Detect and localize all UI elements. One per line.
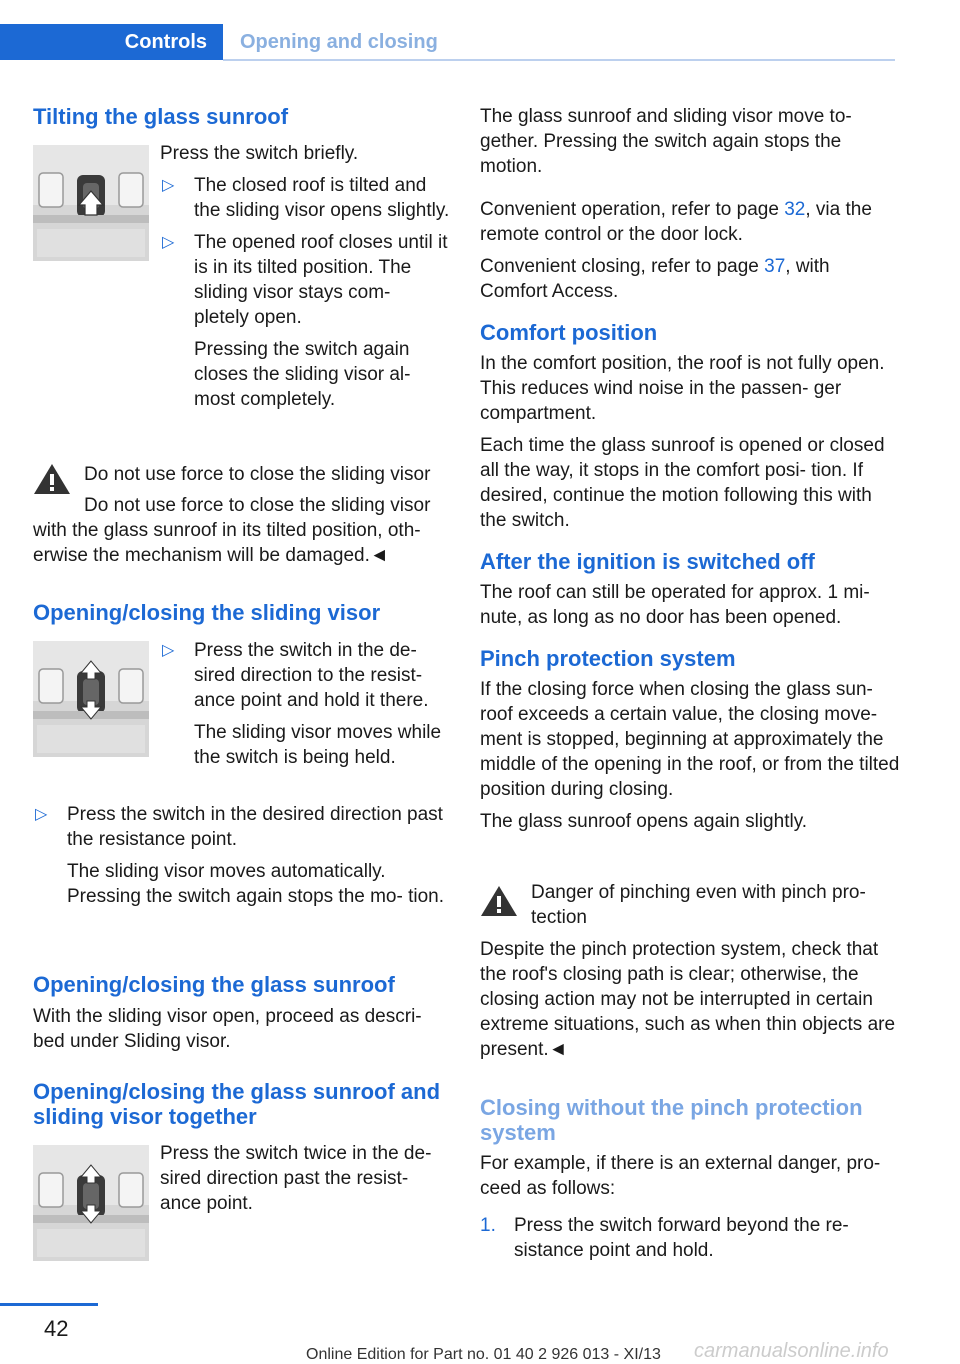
heading-sliding-visor: Opening/closing the sliding visor	[33, 600, 381, 625]
page-number: 42	[44, 1316, 69, 1341]
conv-closing: Convenient closing, refer to page 37, with Comfort Access.	[480, 256, 830, 302]
switch-together-image	[33, 1145, 149, 1261]
warning-body-left: Do not use force to close the sliding visor with the glass sunroof in its tilted position, oth- erwise the mechanism will be damaged.◄	[33, 495, 431, 566]
edition-note: Online Edition for Part no. 01 40 2 926 013 - XI/13	[306, 1346, 661, 1363]
section-label: Controls	[124, 31, 207, 53]
ignition-p: The roof can still be operated for approx. 1 mi- nute, as long as no door has been opened.	[480, 582, 870, 628]
visor-bullet-2-note: The sliding visor moves automatically. Pressing the switch again stops the mo- tion.	[67, 861, 445, 907]
glass-section	[33, 972, 453, 1054]
header-rule	[223, 59, 895, 61]
comfort-p2: Each time the glass sunroof is opened or closed all the way, it stops in the comfort posi- tion. If desired, continue the motion following this with the switch.	[480, 435, 885, 531]
footer-rule	[0, 1303, 98, 1306]
right-column	[480, 104, 900, 834]
pinch-p2: The glass sunroof opens again slightly.	[480, 811, 808, 832]
tilt-text	[160, 141, 450, 412]
step-1: 1. Press the switch forward beyond the re- sistance point and hold.	[480, 1215, 849, 1261]
tilt-bullet-2-note: Pressing the switch again closes the sliding visor al- most completely.	[194, 339, 411, 410]
heading-no-pinch: Closing without the pinch protection system	[480, 1095, 863, 1145]
bullet-triangle-icon: ▷	[162, 234, 175, 251]
page-link-37[interactable]: 37	[764, 256, 786, 277]
heading-sliding-visor-wrap	[33, 600, 453, 625]
page-header	[0, 24, 895, 62]
together-body: Press the switch twice in the de- sired direction past the resist- ance point.	[160, 1143, 432, 1214]
glass-body: With the sliding visor open, proceed as descri- bed under Sliding visor.	[33, 1006, 422, 1052]
page-link-32[interactable]: 32	[784, 199, 806, 220]
warning-icon	[33, 462, 71, 496]
heading-pinch: Pinch protection system	[480, 646, 736, 671]
visor-bullet-1-note: The sliding visor moves while the switch is being held.	[194, 722, 442, 768]
tilt-bullet-1: ▷ The closed roof is tilted and the sliding visor opens slightly.	[162, 175, 450, 221]
step-1-number: 1.	[480, 1215, 496, 1236]
tilt-intro: Press the switch briefly.	[160, 143, 359, 164]
heading-comfort: Comfort position	[480, 320, 658, 345]
heading-glass-sunroof: Opening/closing the glass sunroof	[33, 972, 395, 997]
watermark: carmanualsonline.info	[694, 1340, 889, 1362]
warning-icon	[480, 884, 518, 918]
heading-together: Opening/closing the glass sunroof and sliding visor together	[33, 1079, 441, 1129]
together-section	[33, 1079, 453, 1129]
tilt-bullet-2: ▷ The opened roof closes until it is in its tilted position. The sliding visor stays com- pletely open. Pressing the switch again closes the sliding visor al- most completely.	[160, 230, 450, 412]
visor-bullet-1: ▷ Press the switch in the de- sired direction to the resist- ance point and hold it there. The sliding visor moves while the switch is being held.	[160, 638, 450, 770]
warning-title-right: Danger of pinching even with pinch pro- tection	[531, 882, 866, 928]
left-column	[33, 104, 448, 129]
subsection-label: Opening and closing	[240, 31, 438, 53]
right-p1: The glass sunroof and sliding visor move to- gether. Pressing the switch again stops the motion.	[480, 106, 852, 177]
switch-visor-image	[33, 641, 149, 757]
nopinch-p: For example, if there is an external danger, pro- ceed as follows:	[480, 1153, 881, 1199]
warning-body-right: Despite the pinch protection system, check that the roof's closing path is clear; otherwise, the closing action may not be interrupted in certain extreme situations, such as when thin objects are present.◄	[480, 939, 896, 1060]
conv-operation: Convenient operation, refer to page 32, via the remote control or the door lock.	[480, 199, 872, 245]
nopinch-section	[480, 1095, 900, 1263]
bullet-triangle-icon: ▷	[162, 177, 175, 194]
heading-ignition: After the ignition is switched off	[480, 549, 815, 574]
switch-tilt-image	[33, 145, 149, 261]
bullet-triangle-icon: ▷	[162, 642, 175, 659]
visor-text	[160, 638, 450, 770]
visor-bullet-2: ▷ Press the switch in the desired direction past the resistance point. The sliding visor moves automatically. Pressing the switch again stops the mo- tion.	[33, 802, 450, 909]
heading-tilting: Tilting the glass sunroof	[33, 104, 289, 129]
warning-title-left: Do not use force to close the sliding visor	[84, 464, 431, 485]
visor-text-2	[33, 802, 450, 909]
pinch-p1: If the closing force when closing the glass sun- roof exceeds a certain value, the closing move- ment is stopped, beginning at approximately the middle of the opening in the roof, or from the tilted position during closing.	[480, 679, 900, 800]
bullet-triangle-icon: ▷	[35, 806, 48, 823]
comfort-p1: In the comfort position, the roof is not fully open. This reduces wind noise in the passen- ger compartment.	[480, 353, 885, 424]
section-tab	[0, 24, 223, 60]
